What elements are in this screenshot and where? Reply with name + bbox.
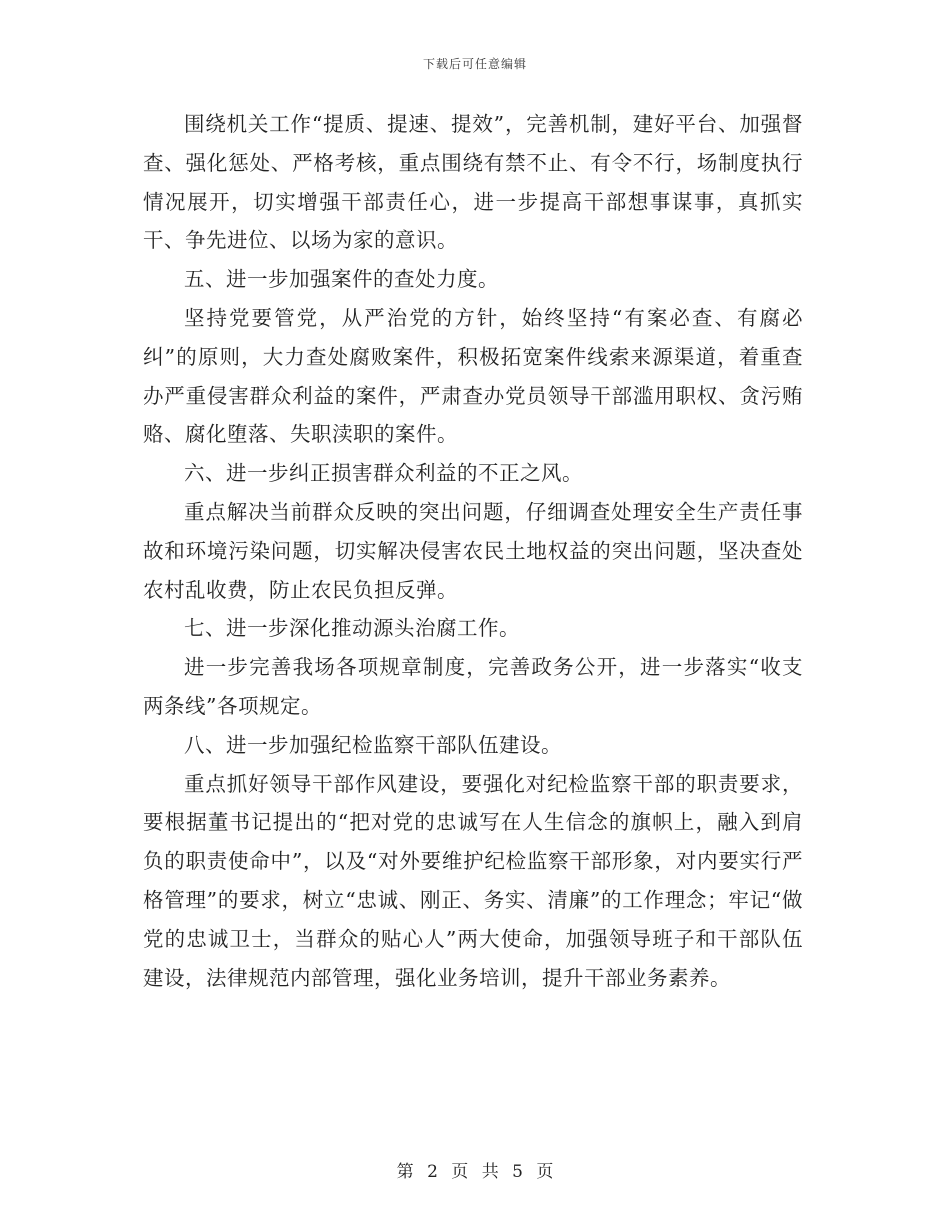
footer-label-unit-end: 页 — [536, 1162, 554, 1182]
footer-label-page: 第 — [396, 1162, 414, 1182]
footer-label-unit: 页 — [451, 1162, 469, 1182]
footer-label-total: 共 — [481, 1162, 499, 1182]
paragraph-2: 坚持党要管党，从严治党的方针，始终坚持“有案必查、有腐必纠”的原则，大力查处腐败案件，积极拓宽案件线索来源渠道，着重查办严重侵害群众利益的案件，严肃查办党员领导干部滥用职权、贪污贿赂、腐化堕落、失职渎职的案件。 — [143, 305, 803, 447]
section-heading-8: 八、进一步加强纪检监察干部队伍建设。 — [184, 732, 562, 757]
section-heading-7: 七、进一步深化推动源头治腐工作。 — [184, 616, 520, 641]
paragraph-1: 围绕机关工作“提质、提速、提效”，完善机制，建好平台、加强督查、强化惩处、严格考核，重点围绕有禁不止、有令不行，场制度执行情况展开，切实增强干部责任心，进一步提高干部想事谋事，真抓实干、争先进位、以场为家的意识。 — [143, 112, 803, 253]
page-header: 下载后可任意编辑 — [422, 57, 527, 71]
section-heading-6: 六、进一步纠正损害群众利益的不正之风。 — [184, 461, 583, 486]
section-heading-5: 五、进一步加强案件的查处力度。 — [184, 267, 499, 292]
paragraph-3: 重点解决当前群众反映的突出问题，仔细调查处理安全生产责任事故和环境污染问题，切实解决侵害农民土地权益的突出问题，坚决查处农村乱收费，防止农民负担反弹。 — [143, 499, 803, 602]
footer-current-page: 2 — [427, 1162, 438, 1182]
paragraph-5: 重点抓好领导干部作风建设，要强化对纪检监察干部的职责要求，要根据董书记提出的“把对党的忠诚写在人生信念的旗帜上，融入到肩负的职责使命中”，以及“对外要维护纪检监察干部形象，对内要实行严格管理”的要求，树立“忠诚、刚正、务实、清廉”的工作理念；牢记“做党的忠诚卫士，当群众的贴心人”两大使命，加强领导班子和干部队伍建设，法律规范内部管理，强化业务培训，提升干部业务素养。 — [143, 771, 803, 990]
document-body — [143, 105, 803, 997]
paragraph-4: 进一步完善我场各项规章制度，完善政务公开，进一步落实“收支两条线”各项规定。 — [143, 655, 803, 718]
footer-total-pages: 5 — [512, 1162, 523, 1182]
page-footer — [0, 1157, 950, 1182]
